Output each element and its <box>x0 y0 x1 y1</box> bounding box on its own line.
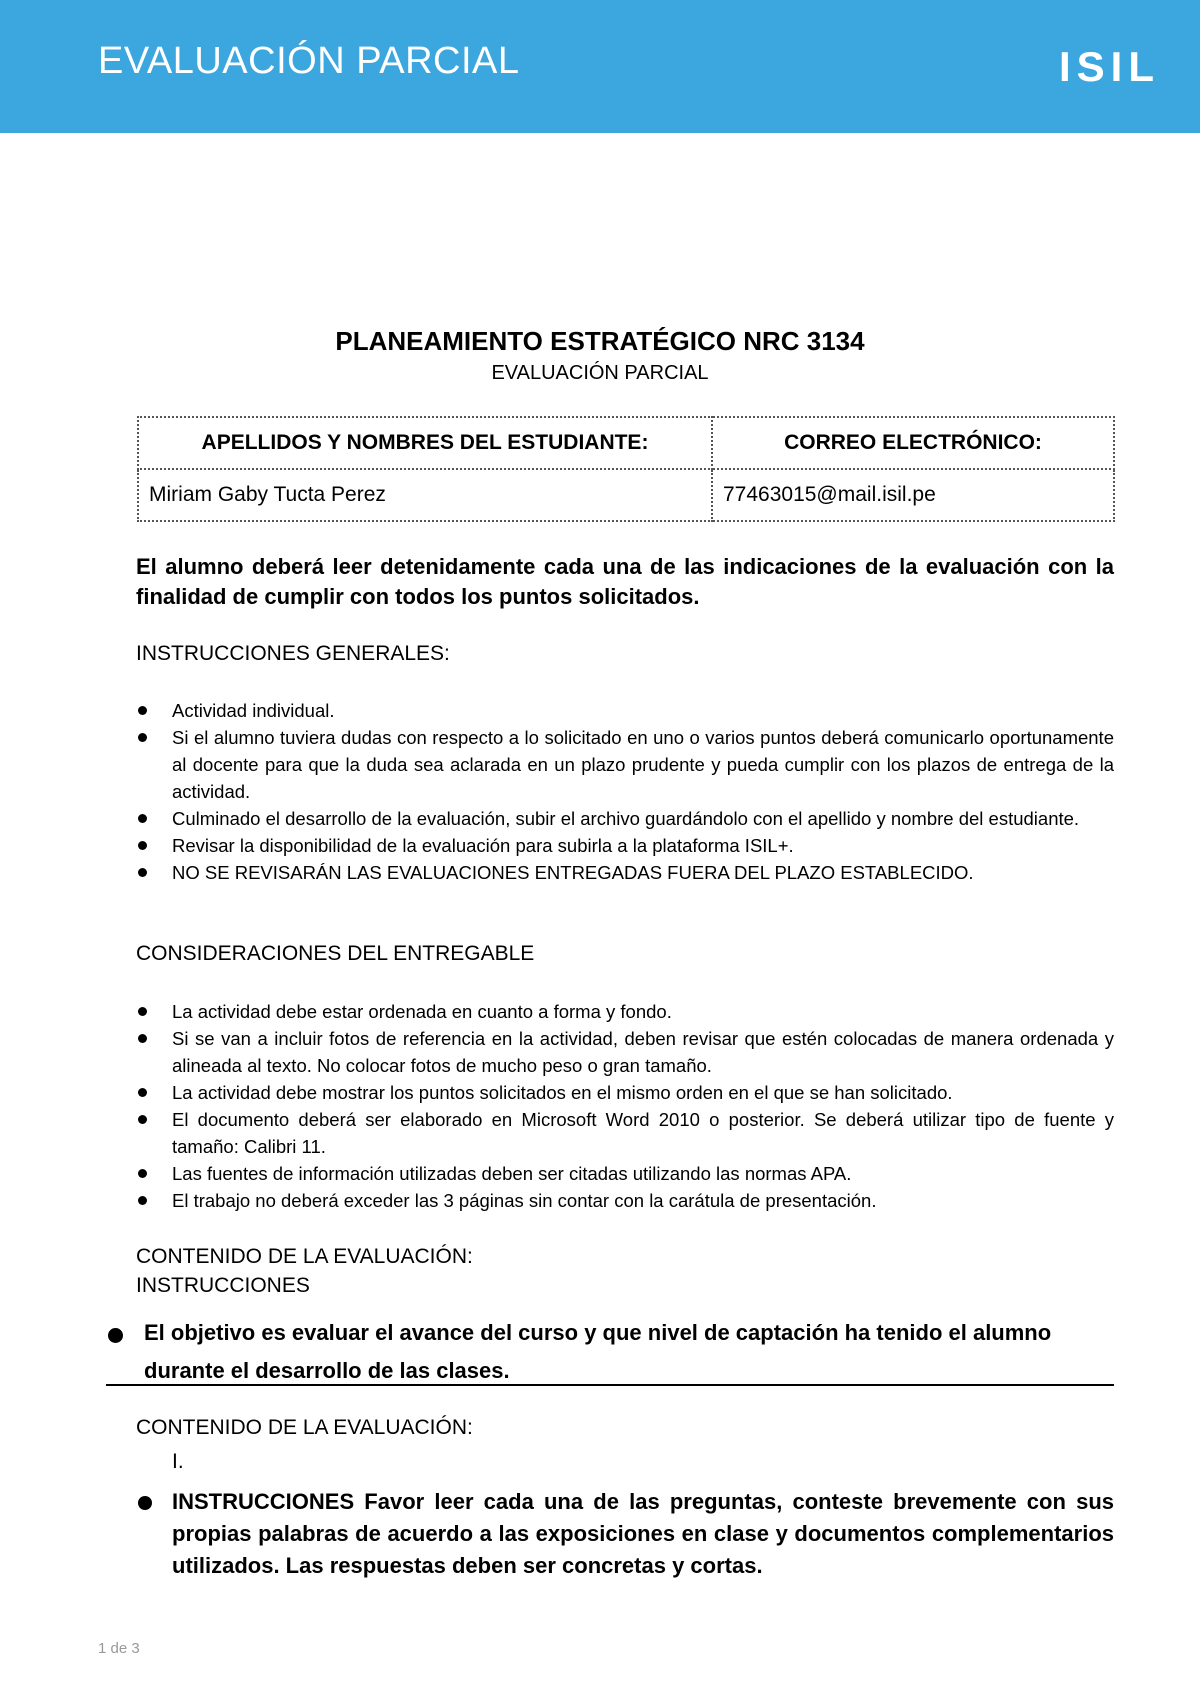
horizontal-divider <box>106 1384 1114 1386</box>
header-title: EVALUACIÓN PARCIAL <box>98 40 520 82</box>
instructions-bullet <box>136 1486 1114 1582</box>
document-title: PLANEAMIENTO ESTRATÉGICO NRC 3134 <box>335 326 865 356</box>
list-item: NO SE REVISARÁN LAS EVALUACIONES ENTREGADAS FUERA DEL PLAZO ESTABLECIDO. <box>136 859 1114 886</box>
objective-bullet <box>106 1314 1114 1390</box>
isil-logo: ISIL <box>1058 43 1160 90</box>
document-subtitle: EVALUACIÓN PARCIAL <box>491 362 709 384</box>
student-name-value: Miriam Gaby Tucta Perez <box>138 469 712 521</box>
deliverable-list <box>136 998 1114 1214</box>
intro-paragraph: El alumno deberá leer detenidamente cada una de las indicaciones de la evaluación con la finalidad de cumplir con todos los puntos solicitados. <box>136 554 1114 609</box>
email-value: 77463015@mail.isil.pe <box>712 469 1114 521</box>
list-item: Actividad individual. <box>136 697 1114 724</box>
list-item: Culminado el desarrollo de la evaluación, subir el archivo guardándolo con el apellido y nombre del estudiante. <box>136 805 1114 832</box>
table-header-row <box>138 417 1114 469</box>
bullet-icon <box>138 1496 152 1510</box>
list-item: Las fuentes de información utilizadas deben ser citadas utilizando las normas APA. <box>136 1160 1114 1187</box>
content-heading-2: CONTENIDO DE LA EVALUACIÓN: <box>136 1416 473 1439</box>
instructions-text: INSTRUCCIONES Favor leer cada una de las preguntas, conteste brevemente con sus propias palabras de acuerdo a las exposiciones en clase y documentos complementarios utilizados. Las respuestas deben ser concretas y cortas. <box>172 1489 1114 1578</box>
list-item: Si se van a incluir fotos de referencia en la actividad, deben revisar que estén colocadas de manera ordenada y alineada al texto. No colocar fotos de mucho peso o gran tamaño. <box>136 1025 1114 1079</box>
list-item: Si el alumno tuviera dudas con respecto a lo solicitado en uno o varios puntos deberá comunicarlo oportunamente al docente para que la duda sea aclarada en un plazo prudente y pueda cumplir con los plazos de entrega de la actividad. <box>136 724 1114 805</box>
content-heading: CONTENIDO DE LA EVALUACIÓN: <box>136 1245 473 1268</box>
table-row <box>138 469 1114 521</box>
list-item: El trabajo no deberá exceder las 3 páginas sin contar con la carátula de presentación. <box>136 1187 1114 1214</box>
list-item: El documento deberá ser elaborado en Microsoft Word 2010 o posterior. Se deberá utilizar tipo de fuente y tamaño: Calibri 11. <box>136 1106 1114 1160</box>
page-number: 1 de 3 <box>98 1640 140 1657</box>
content-subheading: INSTRUCCIONES <box>136 1274 310 1297</box>
list-item: La actividad debe mostrar los puntos solicitados en el mismo orden en el que se han solicitado. <box>136 1079 1114 1106</box>
general-instructions-list <box>136 697 1114 886</box>
student-name-header: APELLIDOS Y NOMBRES DEL ESTUDIANTE: <box>138 417 712 469</box>
email-header: CORREO ELECTRÓNICO: <box>712 417 1114 469</box>
section-number: I. <box>172 1450 184 1473</box>
header-banner <box>0 0 1200 133</box>
general-instructions-heading: INSTRUCCIONES GENERALES: <box>136 642 450 665</box>
deliverable-heading: CONSIDERACIONES DEL ENTREGABLE <box>136 942 535 965</box>
bullet-icon <box>108 1328 123 1343</box>
objective-text: El objetivo es evaluar el avance del curso y que nivel de captación ha tenido el alumno durante el desarrollo de las clases. <box>144 1320 1052 1383</box>
list-item: La actividad debe estar ordenada en cuanto a forma y fondo. <box>136 998 1114 1025</box>
student-info-table <box>137 416 1115 522</box>
list-item: Revisar la disponibilidad de la evaluación para subirla a la plataforma ISIL+. <box>136 832 1114 859</box>
